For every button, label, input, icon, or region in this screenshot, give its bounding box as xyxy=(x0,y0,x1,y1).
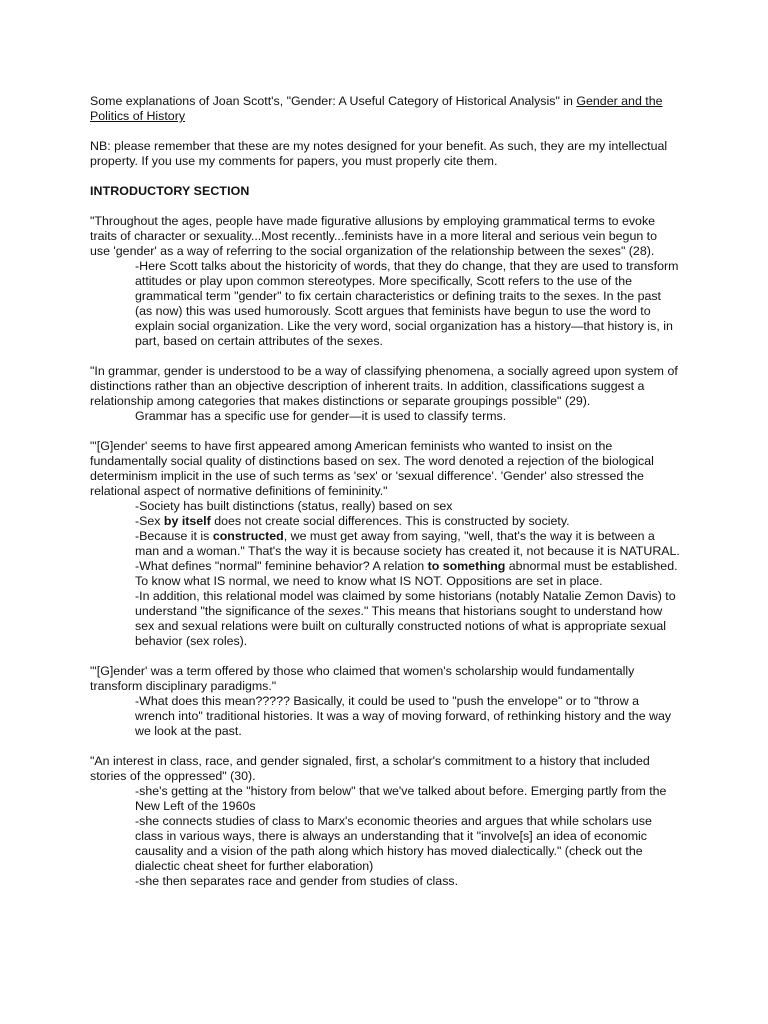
note-5-3: -she then separates race and gender from studies of class. xyxy=(135,874,459,888)
note-3-5-c: ." This means that historians sought to understand how sex and sexual relations were built on culturally constructed notions of what is appropriate sexual behavior (sex roles). xyxy=(135,604,667,648)
quote-5: "An interest in class, race, and gender signaled, first, a scholar's commitment to a history that included stories of the oppressed" (30). xyxy=(90,754,650,783)
note-3-3 xyxy=(90,529,680,559)
intro-text: Some explanations of Joan Scott's, "Gender: A Useful Category of Historical Analysis" in xyxy=(90,94,577,108)
quote-block-4 xyxy=(90,664,680,739)
note-3-2-a: -Sex xyxy=(135,514,164,528)
document-body xyxy=(90,94,680,904)
quote-2: "In grammar, gender is understood to be a way of classifying phenomena, a socially agreed upon system of distinctions rather than an objective description of inherent traits. In addition, classifications suggest a relationship among categories that makes distinctions or separate groupings possible" (29). xyxy=(90,364,678,408)
note-3-4-bold: to something xyxy=(427,559,506,573)
note-3-5-a: -In addition, this relational model was claimed by some historians (notably Natalie Zemon Davis) to understand "the significance of the xyxy=(135,589,676,618)
note-2: Grammar has a specific use for gender—it is used to classify terms. xyxy=(135,409,507,423)
note-3-5-italic: sexes xyxy=(328,604,361,618)
book-title: Gender and the Politics of History xyxy=(90,94,663,123)
quote-1: "Throughout the ages, people have made figurative allusions by employing grammatical terms to evoke traits of character or sexuality...Most recently...feminists have in a more literal and serious vein begun to use 'gender' as a way of referring to the social organization of the relationship between the sexes" (28). xyxy=(90,214,658,258)
note-3-5 xyxy=(90,589,680,649)
document-intro xyxy=(90,94,680,124)
note-5-1: -she's getting at the "history from below" that we've talked about before. Emerging partly from the New Left of the 1960s xyxy=(135,784,667,813)
quote-block-3 xyxy=(90,439,680,649)
quote-block-1 xyxy=(90,214,680,349)
note-3-3-a: -Because it is xyxy=(135,529,213,543)
note-3-3-c: , we must get away from saying, "well, that's the way it is between a man and a woman." That's the way it is because society has created it, not because it is NATURAL. xyxy=(135,529,680,558)
note-4: -What does this mean????? Basically, it could be used to "push the envelope" or to "throw a wrench into" traditional histories. It was a way of moving forward, of rethinking history and the way we look at the past. xyxy=(135,694,672,738)
quote-4: "'[G]ender' was a term offered by those who claimed that women's scholarship would fundamentally transform disciplinary paradigms." xyxy=(90,664,635,693)
section-heading: INTRODUCTORY SECTION xyxy=(90,184,250,198)
quote-block-2 xyxy=(90,364,680,424)
note-1: -Here Scott talks about the historicity of words, that they do change, that they are used to transform attitudes or play upon common stereotypes. More specifically, Scott refers to the use of the grammatical term "gender" to fix certain characteristics or defining traits to the sexes. In the past (as now) this was used humorously. Scott argues that feminists have begun to use the word to explain social organization. Like the very word, social organization has a history—that history is, in part, based on certain attributes of the sexes. xyxy=(135,259,679,348)
quote-block-5 xyxy=(90,754,680,889)
note-3-2-c: does not create social differences. This is constructed by society. xyxy=(210,514,570,528)
note-3-2 xyxy=(90,514,680,529)
note-3-4-a: -What defines "normal" feminine behavior? A relation xyxy=(135,559,428,573)
note-3-4-c: abnormal must be established. To know what IS normal, we need to know what IS NOT. Oppositions are set in place. xyxy=(135,559,678,588)
note-3-2-bold: by itself xyxy=(163,514,211,528)
note-3-3-bold: constructed xyxy=(212,529,284,543)
note-3-1: -Society has built distinctions (status, really) based on sex xyxy=(135,499,453,513)
note-3-4 xyxy=(90,559,680,589)
note-5-2: -she connects studies of class to Marx's economic theories and argues that while scholars use class in various ways, there is always an understanding that it "involve[s] an idea of economic causality and a vision of the path along which history has moved dialectically." (check out the dialectic cheat sheet for further elaboration) xyxy=(135,814,652,873)
quote-3: "'[G]ender' seems to have first appeared among American feminists who wanted to insist on the fundamentally social quality of distinctions based on sex. The word denoted a rejection of the biological determinism implicit in the use of such terms as 'sex' or 'sexual difference'. 'Gender' also stressed the relational aspect of normative definitions of femininity." xyxy=(90,439,654,498)
nb-paragraph: NB: please remember that these are my notes designed for your benefit. As such, they are my intellectual property. If you use my comments for papers, you must properly cite them. xyxy=(90,139,668,168)
